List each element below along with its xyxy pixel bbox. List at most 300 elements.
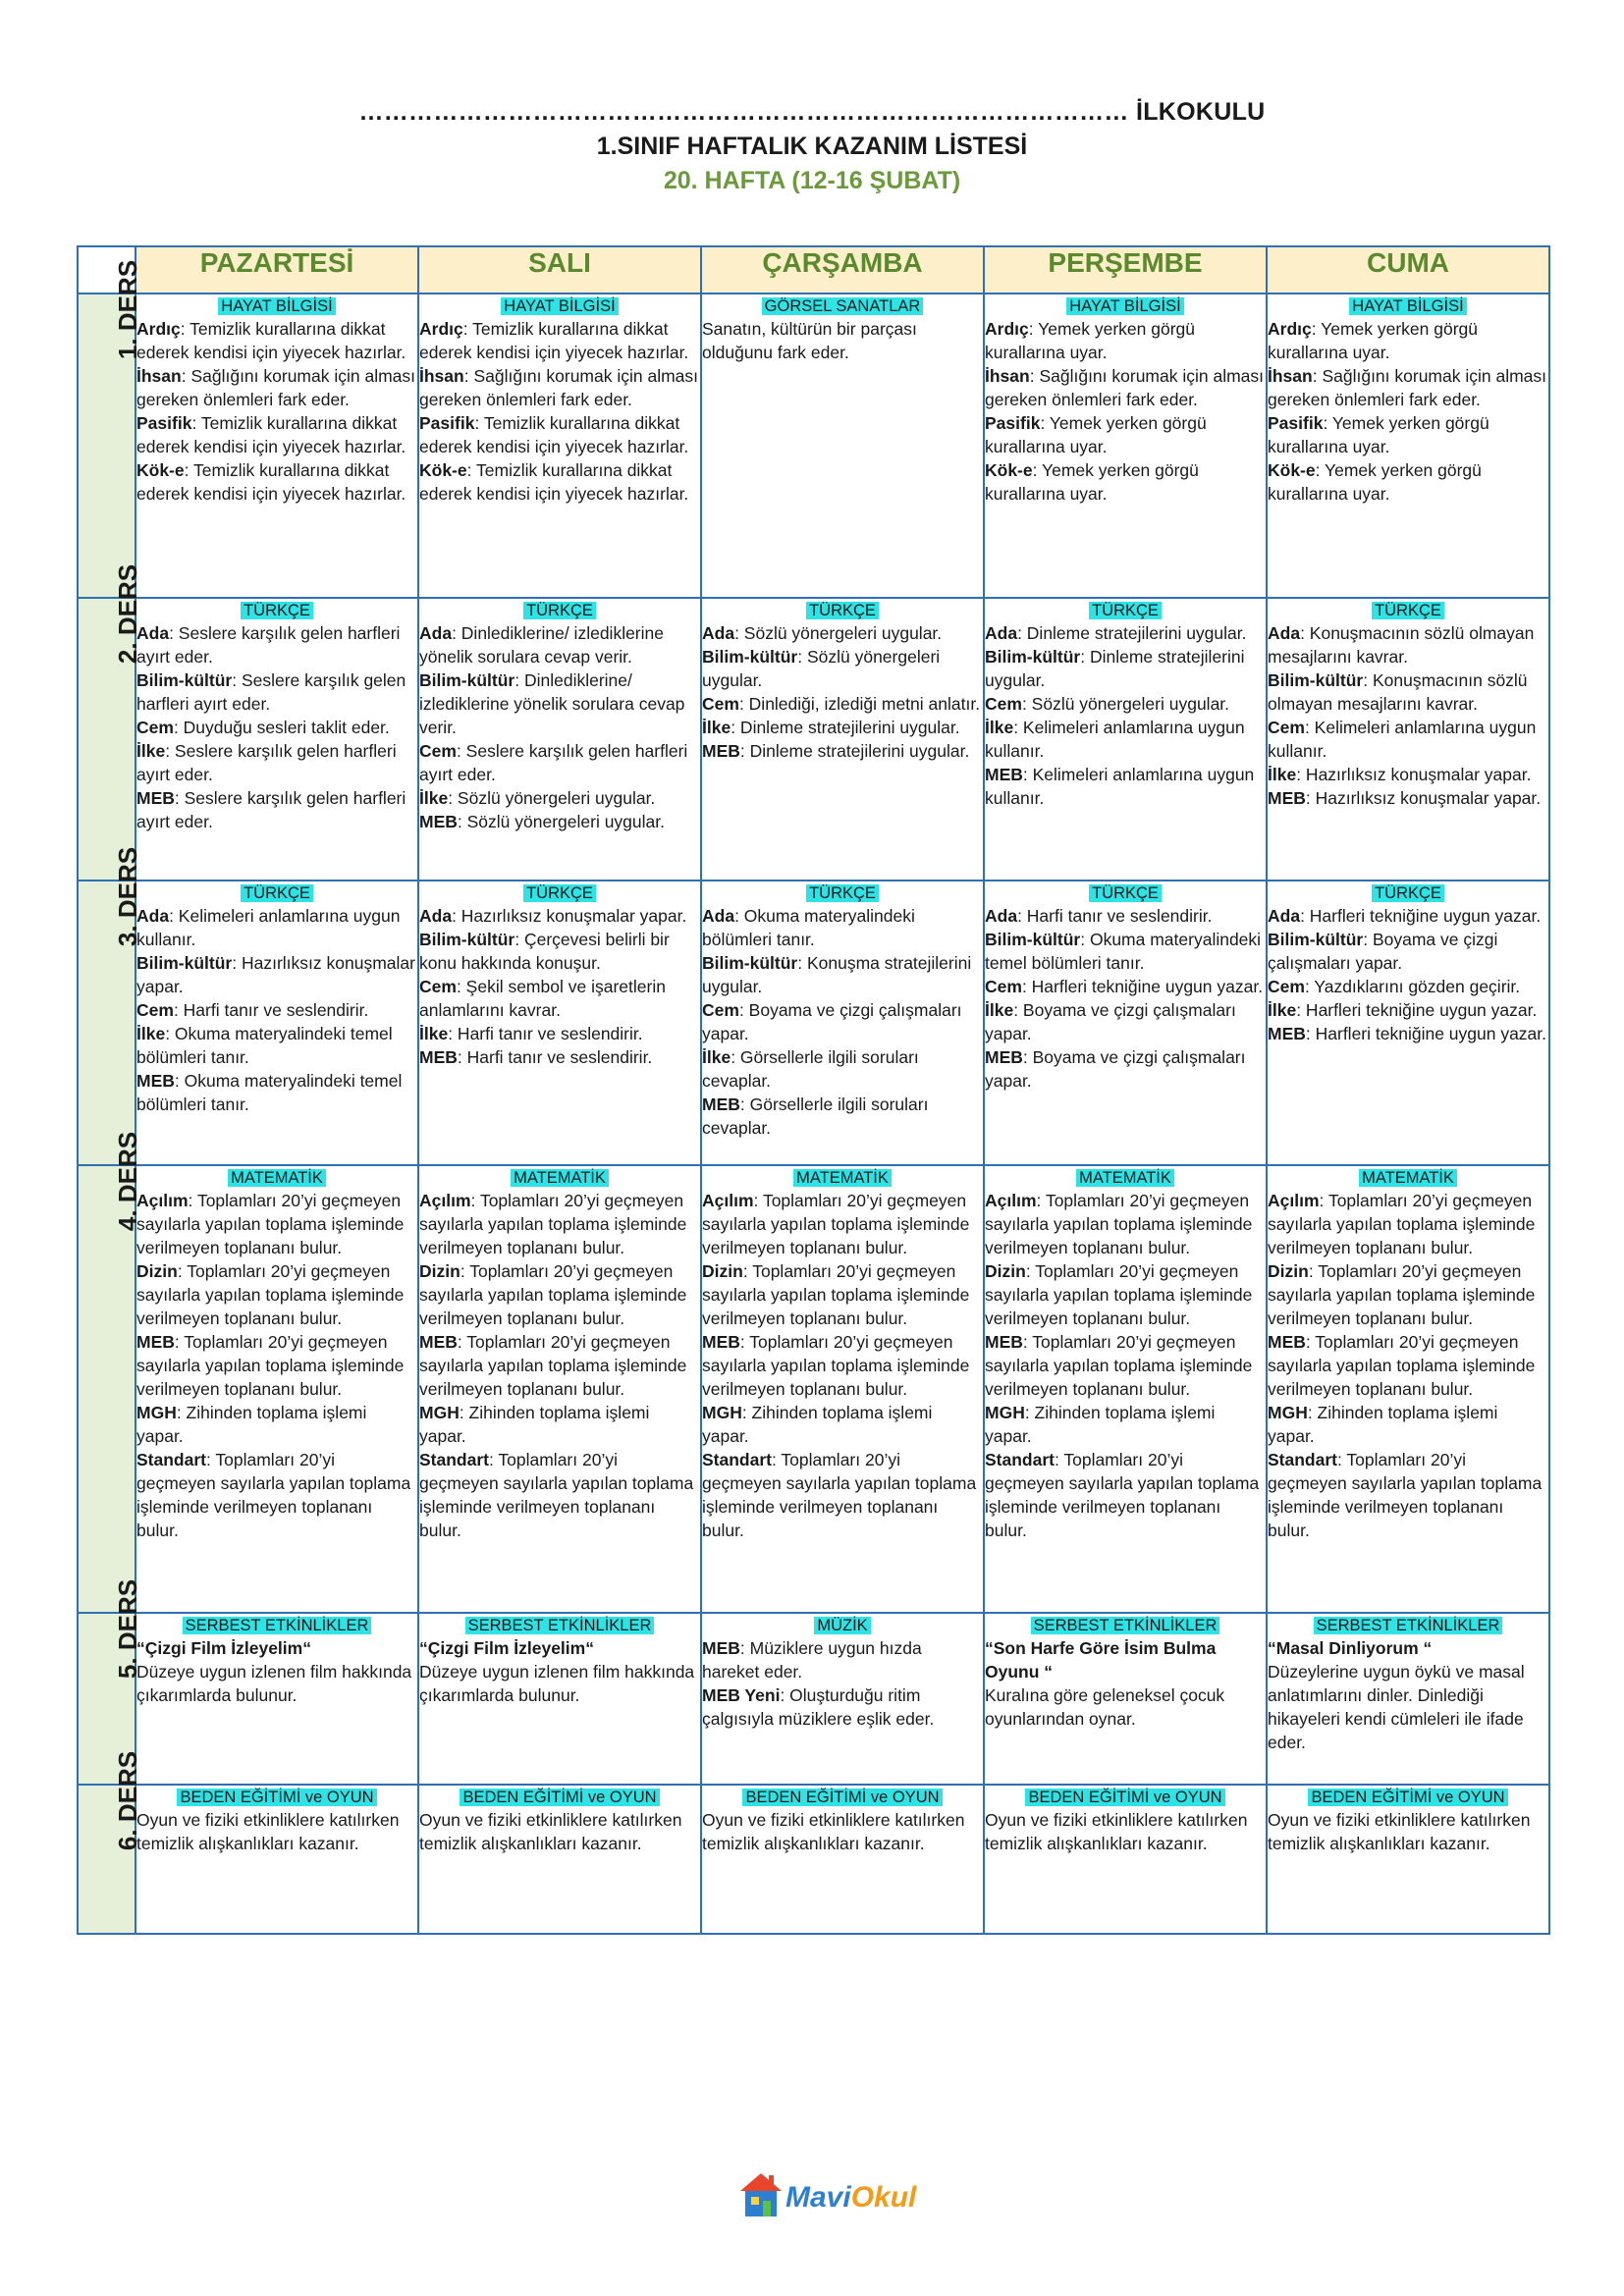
plan-cell (135, 1165, 418, 1613)
objective-text: : Görsellerle ilgili soruları cevaplar. (702, 1047, 924, 1091)
book-name: MEB (419, 812, 458, 831)
objective-line (1268, 1660, 1548, 1754)
subject-label: MATEMATİK (511, 1169, 609, 1187)
objective-text: : Zihinden toplama işlemi yapar. (419, 1403, 655, 1446)
objective-line (419, 810, 700, 833)
objective-line (985, 692, 1266, 716)
book-name: Bilim-kültür (702, 953, 798, 973)
book-name: Cem (1268, 977, 1305, 996)
objective-line (985, 1330, 1266, 1401)
subject-label: TÜRKÇE (1372, 884, 1444, 902)
book-name: Açılım (419, 1191, 471, 1210)
subject-heading (985, 1614, 1266, 1636)
plan-cell (1267, 881, 1549, 1165)
lesson-label: 1. DERS (113, 259, 143, 360)
book-name: Cem (985, 977, 1022, 996)
objective-text: : Toplamları 20’yi geçmeyen sayılarla yapılan toplama işleminde verilmeyen toplananı bulur. (1268, 1261, 1541, 1328)
lesson-label: 3. DERS (113, 846, 143, 947)
plan-cell (701, 1613, 984, 1785)
book-name: Dizin (702, 1261, 743, 1281)
objective-text: : Okuma materyalindeki temel bölümleri tanır. (985, 930, 1266, 973)
objective-line (136, 1330, 417, 1401)
objective-text: : Sağlığını korumak için alması gereken önlemleri fark eder. (985, 366, 1269, 409)
objective-line (702, 621, 983, 645)
day-header: SALI (418, 246, 701, 294)
book-name: Ada (702, 623, 735, 643)
book-name: MEB (136, 1332, 175, 1352)
subject-heading (136, 1166, 417, 1189)
objective-line (985, 998, 1266, 1045)
objective-line (419, 458, 700, 506)
plan-cell (418, 1165, 701, 1613)
objective-text: : Hazırlıksız konuşmalar yapar. (1305, 788, 1542, 808)
logo-text-part2: Okul (850, 2181, 917, 2214)
book-name: Açılım (1268, 1191, 1320, 1210)
book-name: Açılım (136, 1191, 189, 1210)
plan-cell (135, 294, 418, 598)
objective-text: Oyun ve fiziki etkinliklere katılırken temizlik alışkanlıkları kazanır. (985, 1810, 1253, 1853)
book-name: İlke (702, 1047, 731, 1067)
book-name: Standart (1268, 1450, 1337, 1469)
objective-line (702, 1259, 983, 1330)
book-name: Cem (136, 718, 174, 737)
subject-heading (985, 599, 1266, 621)
plan-cell (984, 1613, 1267, 1785)
objective-line (419, 411, 700, 458)
objective-line (985, 645, 1266, 692)
book-name: Bilim-kültür (985, 647, 1081, 667)
subject-label: BEDEN EĞİTİMİ ve OYUN (742, 1789, 942, 1806)
day-header: ÇARŞAMBA (701, 246, 984, 294)
objective-line (702, 692, 983, 716)
objective-text: : Müziklere uygun hızda hareket eder. (702, 1638, 927, 1682)
objective-text: : Harfi tanır ve seslendirir. (448, 1024, 643, 1043)
objective-line (136, 1808, 417, 1855)
book-name: MGH (419, 1403, 460, 1422)
book-name: Ada (1268, 623, 1301, 643)
book-name: Cem (702, 694, 739, 714)
book-name: Ada (419, 906, 453, 926)
book-name: İhsan (419, 366, 464, 386)
objective-text: : Toplamları 20’yi geçmeyen sayılarla yapılan toplama işleminde verilmeyen toplananı bulur. (985, 1261, 1258, 1328)
week-label: 20. HAFTA (12-16 ŞUBAT) (663, 167, 961, 194)
book-name: Cem (1268, 718, 1305, 737)
book-name: Standart (985, 1450, 1055, 1469)
plan-cell (135, 1613, 418, 1785)
subject-label: TÜRKÇE (806, 602, 879, 619)
book-name: Bilim-kültür (136, 670, 233, 690)
book-name: MEB (702, 1332, 740, 1352)
objective-line (136, 1069, 417, 1116)
objective-text: : Dinleme stratejilerini uygular. (731, 718, 960, 737)
objective-line (702, 716, 983, 739)
objective-text: : Yemek yerken görgü kurallarına uyar. (1268, 413, 1494, 456)
objective-text: : Dinleme stratejilerini uygular. (985, 647, 1250, 690)
objective-text: : Kelimeleri anlamlarına uygun kullanır. (1268, 718, 1542, 761)
objective-line (1268, 1636, 1548, 1660)
book-name: İlke (419, 1024, 449, 1043)
objective-text: : Temizlik kurallarına dikkat ederek kendisi için yiyecek hazırlar. (419, 460, 689, 504)
objective-line (419, 1448, 700, 1542)
objective-line (702, 1808, 983, 1855)
objective-text: : Yemek yerken görgü kurallarına uyar. (1268, 319, 1483, 362)
objective-text: : Temizlik kurallarına dikkat ederek kendisi için yiyecek hazırlar. (136, 460, 406, 504)
book-name: Cem (136, 1000, 174, 1020)
book-name: Pasifik (136, 413, 192, 433)
book-name: Ada (136, 623, 170, 643)
plan-cell (701, 881, 984, 1165)
day-header: PAZARTESİ (135, 246, 418, 294)
objective-line (136, 1401, 417, 1448)
subject-heading (985, 881, 1266, 904)
objective-text: : Sözlü yönergeleri uygular. (702, 647, 946, 690)
objective-text: : Zihinden toplama işlemi yapar. (702, 1403, 938, 1446)
book-name: Kök-e (1268, 460, 1316, 480)
subject-label: TÜRKÇE (1089, 602, 1162, 619)
book-name: İhsan (136, 366, 182, 386)
objective-line (985, 1045, 1266, 1093)
objective-line (419, 1808, 700, 1855)
subject-heading (985, 1166, 1266, 1189)
objective-line (1268, 364, 1551, 411)
subject-heading (136, 1614, 417, 1636)
objective-text: : Toplamları 20’yi geçmeyen sayılarla yapılan toplama işleminde verilmeyen toplananı bulur. (419, 1450, 699, 1540)
book-name: Bilim-kültür (1268, 930, 1364, 949)
book-name: MEB (702, 1638, 740, 1658)
subject-heading (702, 881, 983, 904)
objective-text: : Harfi tanır ve seslendirir. (173, 1000, 369, 1020)
book-name: İhsan (985, 366, 1030, 386)
day-header: CUMA (1267, 246, 1549, 294)
book-name: MEB (419, 1047, 458, 1067)
objective-text: : Yemek yerken görgü kurallarına uyar. (1268, 460, 1487, 504)
subject-heading (419, 1166, 700, 1189)
plan-cell (418, 1613, 701, 1785)
objective-line (1268, 975, 1548, 998)
objective-line (136, 904, 417, 951)
objective-text: : Toplamları 20’yi geçmeyen sayılarla yapılan toplama işleminde verilmeyen toplananı bulur. (419, 1191, 692, 1257)
book-name: Ada (985, 623, 1018, 643)
objective-line (1268, 668, 1548, 716)
subject-label: TÜRKÇE (806, 884, 879, 902)
objective-text: Oyun ve fiziki etkinliklere katılırken temizlik alışkanlıkları kazanır. (136, 1810, 405, 1853)
subject-heading (136, 1786, 417, 1808)
objective-text: Oyun ve fiziki etkinliklere katılırken temizlik alışkanlıkları kazanır. (419, 1810, 687, 1853)
subject-label: TÜRKÇE (523, 602, 596, 619)
book-name: MGH (1268, 1403, 1308, 1422)
subject-heading (136, 881, 417, 904)
subject-label: MATEMATİK (1359, 1169, 1457, 1187)
objective-line (136, 1448, 417, 1542)
book-name: MEB (1268, 1332, 1306, 1352)
objective-text: : Hazırlıksız konuşmalar yapar. (136, 953, 420, 996)
objective-text: : Harfleri tekniğine uygun yazar. (1305, 1024, 1547, 1043)
objective-text: : Boyama ve çizgi çalışmaları yapar. (985, 1000, 1241, 1043)
book-name: Standart (419, 1450, 489, 1469)
objective-text: : Hazırlıksız konuşmalar yapar. (452, 906, 687, 926)
objective-line (136, 411, 417, 458)
objective-line (136, 668, 417, 716)
objective-text: : Toplamları 20’yi geçmeyen sayılarla yapılan toplama işleminde verilmeyen toplananı bulur. (985, 1450, 1265, 1540)
book-name: Dizin (136, 1261, 178, 1281)
lesson-label-cell (78, 1131, 143, 1613)
logo-text (785, 2181, 916, 2215)
lesson-label-cell (78, 259, 143, 598)
objective-line (419, 1189, 700, 1259)
book-name: MEB (1268, 788, 1306, 808)
objective-line (419, 1259, 700, 1330)
objective-text: : Görsellerle ilgili soruları cevaplar. (702, 1095, 934, 1138)
book-name: İlke (985, 718, 1014, 737)
objective-text: : Sözlü yönergeleri uygular. (457, 812, 665, 831)
objective-text: Düzeye uygun izlenen film hakkında çıkarımlarda bulunur. (136, 1662, 417, 1705)
subject-label: TÜRKÇE (241, 884, 313, 902)
lesson-label-cell (78, 563, 143, 881)
book-name: Açılım (702, 1191, 754, 1210)
book-name: MEB (1268, 1024, 1306, 1043)
objective-text: : Sözlü yönergeleri uygular. (1021, 694, 1230, 714)
objective-line (985, 621, 1266, 645)
objective-text: : Harfi tanır ve seslendirir. (1017, 906, 1213, 926)
objective-line (419, 1330, 700, 1401)
objective-line (985, 1259, 1266, 1330)
subject-label: BEDEN EĞİTİMİ ve OYUN (1308, 1789, 1507, 1806)
objective-line (1268, 1022, 1548, 1045)
subject-label: BEDEN EĞİTİMİ ve OYUN (460, 1789, 659, 1806)
book-name: Bilim-kültür (1268, 670, 1364, 690)
book-name: Kök-e (419, 460, 467, 480)
objective-line (136, 1636, 417, 1660)
objective-line (702, 1330, 983, 1401)
objective-line (136, 1259, 417, 1330)
book-name: “Son Harfe Göre İsim Bulma Oyunu “ (985, 1638, 1221, 1682)
subject-heading (419, 294, 700, 317)
lesson-label: 5. DERS (113, 1578, 143, 1680)
plan-cell (701, 598, 984, 881)
objective-text: : Boyama ve çizgi çalışmaları yapar. (1268, 930, 1503, 973)
subject-heading (1268, 1166, 1548, 1189)
objective-line (136, 364, 420, 411)
objective-text: : Harfleri tekniğine uygun yazar. (1021, 977, 1264, 996)
lesson-label: 4. DERS (113, 1131, 143, 1232)
book-name: Cem (419, 741, 457, 761)
plan-cell (1267, 1165, 1549, 1613)
objective-text: Düzeye uygun izlenen film hakkında çıkarımlarda bulunur. (419, 1662, 700, 1705)
day-header-row (78, 246, 1549, 294)
objective-text: : Seslere karşılık gelen harfleri ayırt eder. (136, 741, 402, 784)
objective-text: : Duyduğu sesleri taklit eder. (173, 718, 390, 737)
subject-heading (985, 1786, 1266, 1808)
objective-line (702, 1093, 983, 1140)
objective-text: : Toplamları 20’yi geçmeyen sayılarla yapılan toplama işleminde verilmeyen toplananı bulur. (136, 1450, 416, 1540)
objective-text: : Seslere karşılık gelen harfleri ayırt eder. (136, 623, 406, 667)
book-name: Bilim-kültür (702, 647, 798, 667)
objective-text: : Toplamları 20’yi geçmeyen sayılarla yapılan toplama işleminde verilmeyen toplananı bulur. (985, 1191, 1258, 1257)
objective-line (1268, 1448, 1548, 1542)
objective-line (702, 1683, 983, 1731)
objective-line (1268, 1330, 1548, 1401)
objective-line (702, 1189, 983, 1259)
subject-heading (419, 881, 700, 904)
objective-text: : Dinlediklerine/ izlediklerine yönelik sorulara cevap verir. (419, 623, 669, 667)
objective-line (985, 1189, 1266, 1259)
objective-line (1268, 1189, 1548, 1259)
objective-text: : Şekil sembol ve işaretlerin anlamlarını kavrar. (419, 977, 671, 1020)
subject-label: SERBEST ETKİNLİKLER (1314, 1617, 1503, 1634)
objective-line (985, 975, 1266, 998)
objective-text: : Çerçevesi belirli bir konu hakkında konuşur. (419, 930, 675, 973)
subject-label: SERBEST ETKİNLİKLER (465, 1617, 655, 1634)
objective-line (985, 1448, 1266, 1542)
objective-line (702, 998, 983, 1045)
lesson-row (78, 881, 1549, 1165)
objective-text: : Toplamları 20’yi geçmeyen sayılarla yapılan toplama işleminde verilmeyen toplananı bulur. (702, 1261, 975, 1328)
subject-label: TÜRKÇE (1372, 602, 1444, 619)
lesson-row (78, 1785, 1549, 1934)
book-name: Dizin (1268, 1261, 1309, 1281)
objective-text: : Oluşturduğu ritim çalgısıyla müziklere eşlik eder. (702, 1685, 935, 1729)
book-name: MEB (985, 1047, 1023, 1067)
subject-label: GÖRSEL SANATLAR (762, 297, 924, 315)
objective-text: : Okuma materyalindeki temel bölümleri tanır. (136, 1071, 407, 1114)
objective-line (985, 716, 1266, 763)
book-name: MEB (702, 1095, 740, 1114)
objective-line (702, 904, 983, 951)
objective-text: : Toplamları 20’yi geçmeyen sayılarla yapılan toplama işleminde verilmeyen toplananı bulur. (702, 1450, 982, 1540)
subject-heading (419, 1786, 700, 1808)
objective-line (985, 904, 1266, 928)
book-name: Ada (136, 906, 170, 926)
book-name: “Çizgi Film İzleyelim“ (419, 1638, 594, 1658)
objective-line (419, 317, 700, 364)
objective-line (702, 317, 983, 364)
book-name: Ada (985, 906, 1018, 926)
school-name: ………………………………………………………………………………… İLKOKULU (358, 98, 1266, 126)
subject-heading (985, 294, 1266, 317)
objective-text: : Toplamları 20’yi geçmeyen sayılarla yapılan toplama işleminde verilmeyen toplananı bulur. (419, 1332, 692, 1399)
book-name: MEB (702, 741, 740, 761)
book-name: Ada (702, 906, 735, 926)
book-name: “Masal Dinliyorum “ (1268, 1638, 1433, 1658)
subject-label: MATEMATİK (228, 1169, 326, 1187)
objective-line (985, 317, 1266, 364)
weekly-plan-table (77, 245, 1550, 1935)
plan-cell (418, 294, 701, 598)
objective-line (419, 975, 700, 1022)
objective-line (419, 1022, 700, 1045)
book-name: MEB (985, 765, 1023, 784)
objective-text: : Boyama ve çizgi çalışmaları yapar. (985, 1047, 1251, 1091)
lesson-row (78, 598, 1549, 881)
subject-heading (1268, 881, 1548, 904)
book-name: Ardıç (136, 319, 181, 339)
subject-label: MÜZİK (814, 1617, 870, 1634)
house-icon (738, 2169, 784, 2220)
objective-line (1268, 1401, 1548, 1448)
objective-line (985, 763, 1266, 810)
objective-line (702, 1045, 983, 1093)
objective-line (985, 458, 1266, 506)
objective-line (985, 928, 1266, 975)
book-name: Bilim-kültür (985, 930, 1081, 949)
objective-line (136, 317, 417, 364)
objective-line (1268, 928, 1548, 975)
subject-heading (136, 294, 417, 317)
subject-label: BEDEN EĞİTİMİ ve OYUN (1025, 1789, 1224, 1806)
book-name: İlke (1268, 1000, 1297, 1020)
objective-line (419, 786, 700, 810)
objective-text: Kuralına göre geleneksel çocuk oyunlarından oynar. (985, 1685, 1230, 1729)
subject-heading (702, 1786, 983, 1808)
objective-text: : Toplamları 20’yi geçmeyen sayılarla yapılan toplama işleminde verilmeyen toplananı bulur. (1268, 1450, 1547, 1540)
book-name: Bilim-kültür (419, 670, 515, 690)
book-name: Ada (1268, 906, 1301, 926)
objective-text: : Dinlediklerine/ izlediklerine yönelik sorulara cevap verir. (419, 670, 690, 737)
objective-line (419, 668, 700, 739)
book-name: Ada (419, 623, 453, 643)
book-name: MEB (136, 788, 175, 808)
page-header (0, 98, 1624, 195)
subject-label: SERBEST ETKİNLİKLER (183, 1617, 372, 1634)
subject-heading (136, 599, 417, 621)
objective-line (1268, 458, 1548, 506)
objective-line (702, 1448, 983, 1542)
book-name: MEB Yeni (702, 1685, 781, 1705)
book-name: Bilim-kültür (136, 953, 233, 973)
lesson-row (78, 1165, 1549, 1613)
lesson-label: 2. DERS (113, 563, 143, 665)
objective-text: : Konuşmacının sözlü olmayan mesajlarını kavrar. (1268, 670, 1533, 714)
objective-line (419, 1401, 700, 1448)
plan-cell (1267, 598, 1549, 881)
objective-line (136, 998, 417, 1022)
objective-text: : Yemek yerken görgü kurallarına uyar. (985, 413, 1212, 456)
plan-cell (1267, 1785, 1549, 1934)
book-name: Pasifik (1268, 413, 1324, 433)
objective-line (985, 1636, 1266, 1683)
objective-text: : Harfleri tekniğine uygun yazar. (1300, 906, 1542, 926)
objective-line (136, 1022, 417, 1069)
objective-text: : Konuşmacının sözlü olmayan mesajlarını kavrar. (1268, 623, 1540, 667)
objective-text: : Harfleri tekniğine uygun yazar. (1296, 1000, 1538, 1020)
book-name: İlke (419, 788, 449, 808)
objective-line (419, 739, 700, 786)
book-name: Standart (702, 1450, 772, 1469)
lesson-label-cell (78, 846, 143, 1165)
objective-text: Düzeylerine uygun öykü ve masal anlatımlarını dinler. Dinlediği hikayeleri kendi cümleleri ile ifade eder. (1268, 1662, 1530, 1752)
subject-label: MATEMATİK (793, 1169, 892, 1187)
lesson-row (78, 1613, 1549, 1785)
objective-line (419, 928, 700, 975)
objective-line (702, 951, 983, 998)
book-name: MEB (985, 1332, 1023, 1352)
book-name: “Çizgi Film İzleyelim“ (136, 1638, 311, 1658)
objective-text: : Okuma materyalindeki temel bölümleri tanır. (136, 1024, 398, 1067)
book-name: Ardıç (419, 319, 463, 339)
objective-line (702, 1636, 983, 1683)
plan-cell (984, 598, 1267, 881)
lesson-label-cell (78, 1750, 143, 1934)
objective-text: : Temizlik kurallarına dikkat ederek kendisi için yiyecek hazırlar. (136, 413, 406, 456)
lesson-row (78, 294, 1549, 598)
objective-text: : Yemek yerken görgü kurallarına uyar. (985, 319, 1200, 362)
objective-line (702, 645, 983, 692)
objective-text: Oyun ve fiziki etkinliklere katılırken temizlik alışkanlıkları kazanır. (702, 1810, 970, 1853)
book-name: İlke (136, 741, 166, 761)
book-name: İhsan (1268, 366, 1313, 386)
plan-cell (135, 1785, 418, 1934)
objective-text: : Dinleme stratejilerini uygular. (739, 741, 970, 761)
